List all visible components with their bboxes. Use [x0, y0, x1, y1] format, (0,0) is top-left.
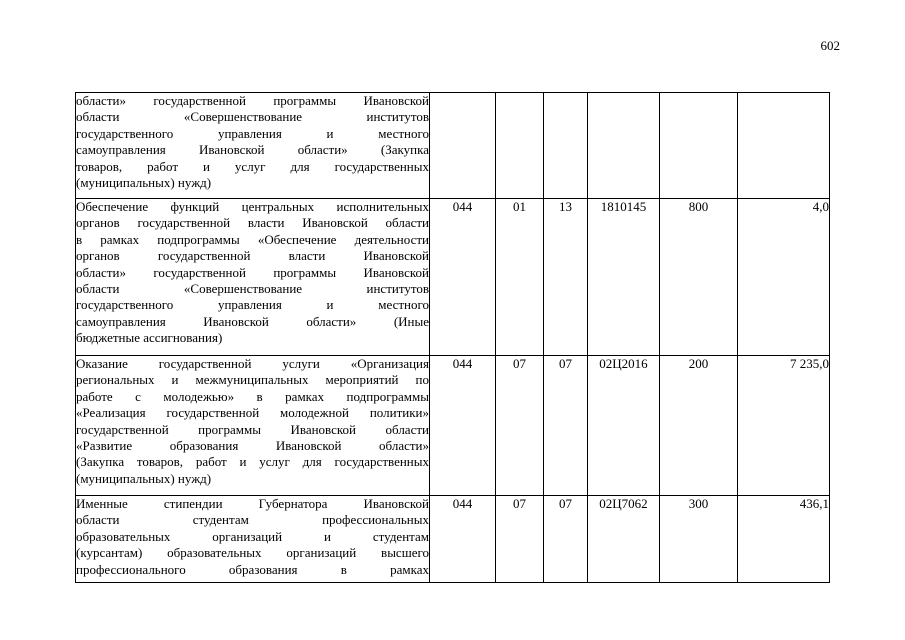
expense-type-cell: 300: [660, 496, 738, 583]
description-line: области» государственной программы Ивановской: [76, 264, 429, 280]
amount-cell: 436,1: [738, 496, 830, 583]
target-article-cell: 02Ц2016: [588, 356, 660, 496]
grbs-cell: 044: [430, 496, 496, 583]
razdel-cell: 07: [496, 356, 544, 496]
podrazdel-cell: 13: [544, 199, 588, 356]
table-row: [76, 199, 830, 356]
row-description: [76, 356, 430, 496]
description-line: работе с молодежью» в рамках подпрограммы: [76, 388, 429, 404]
podrazdel-cell: 07: [544, 356, 588, 496]
table-row: [76, 356, 830, 496]
description-line: (Закупка товаров, работ и услуг для государственных: [76, 454, 429, 470]
description-line: Обеспечение функций центральных исполнительных: [76, 199, 429, 214]
razdel-cell: 01: [496, 199, 544, 356]
description-line: «Реализация государственной молодежной политики»: [76, 405, 429, 421]
grbs-cell: 044: [430, 199, 496, 356]
grbs-cell: 044: [430, 356, 496, 496]
description-line: государственного управления и местного: [76, 125, 429, 141]
description-line: товаров, работ и услуг для государственных: [76, 158, 429, 174]
razdel-cell: 07: [496, 496, 544, 583]
amount-cell: [738, 93, 830, 199]
description-line: (муниципальных) нужд): [76, 470, 212, 486]
description-line: области» государственной программы Ивановской: [76, 93, 429, 108]
description-line: области «Совершенствование институтов: [76, 109, 429, 125]
description-line: Именные стипендии Губернатора Ивановской: [76, 496, 429, 511]
table-row: [76, 496, 830, 583]
target-article-cell: 1810145: [588, 199, 660, 356]
expense-type-cell: [660, 93, 738, 199]
description-line: региональных и межмуниципальных мероприятий по: [76, 372, 429, 388]
podrazdel-cell: [544, 93, 588, 199]
razdel-cell: [496, 93, 544, 199]
row-description: [76, 199, 430, 356]
description-line: «Развитие образования Ивановской области»: [76, 438, 429, 454]
description-line: в рамках подпрограммы «Обеспечение деятельности: [76, 231, 429, 247]
description-line: (курсантам) образовательных организаций высшего: [76, 545, 429, 561]
amount-cell: 4,0: [738, 199, 830, 356]
description-line: профессионального образования в рамках: [76, 561, 429, 577]
description-line: области студентам профессиональных: [76, 512, 429, 528]
table-row: [76, 93, 830, 199]
description-line: государственного управления и местного: [76, 297, 429, 313]
description-line: органов государственной власти Ивановской: [76, 248, 429, 264]
expense-type-cell: 800: [660, 199, 738, 356]
target-article-cell: [588, 93, 660, 199]
description-line: органов государственной власти Ивановской области: [76, 215, 429, 231]
amount-cell: 7 235,0: [738, 356, 830, 496]
row-description: [76, 93, 430, 199]
podrazdel-cell: 07: [544, 496, 588, 583]
description-line: области «Совершенствование институтов: [76, 281, 429, 297]
grbs-cell: [430, 93, 496, 199]
description-line: бюджетные ассигнования): [76, 330, 223, 346]
description-line: образовательных организаций и студентам: [76, 528, 429, 544]
description-line: самоуправления Ивановской области» (Иные: [76, 313, 429, 329]
description-line: государственной программы Ивановской области: [76, 421, 429, 437]
description-line: (муниципальных) нужд): [76, 175, 212, 191]
page-number: 602: [820, 38, 840, 53]
description-line: Оказание государственной услуги «Организация: [76, 356, 429, 371]
target-article-cell: 02Ц7062: [588, 496, 660, 583]
description-line: самоуправления Ивановской области» (Закупка: [76, 142, 429, 158]
row-description: [76, 496, 430, 583]
expense-type-cell: 200: [660, 356, 738, 496]
budget-table: [75, 92, 830, 583]
